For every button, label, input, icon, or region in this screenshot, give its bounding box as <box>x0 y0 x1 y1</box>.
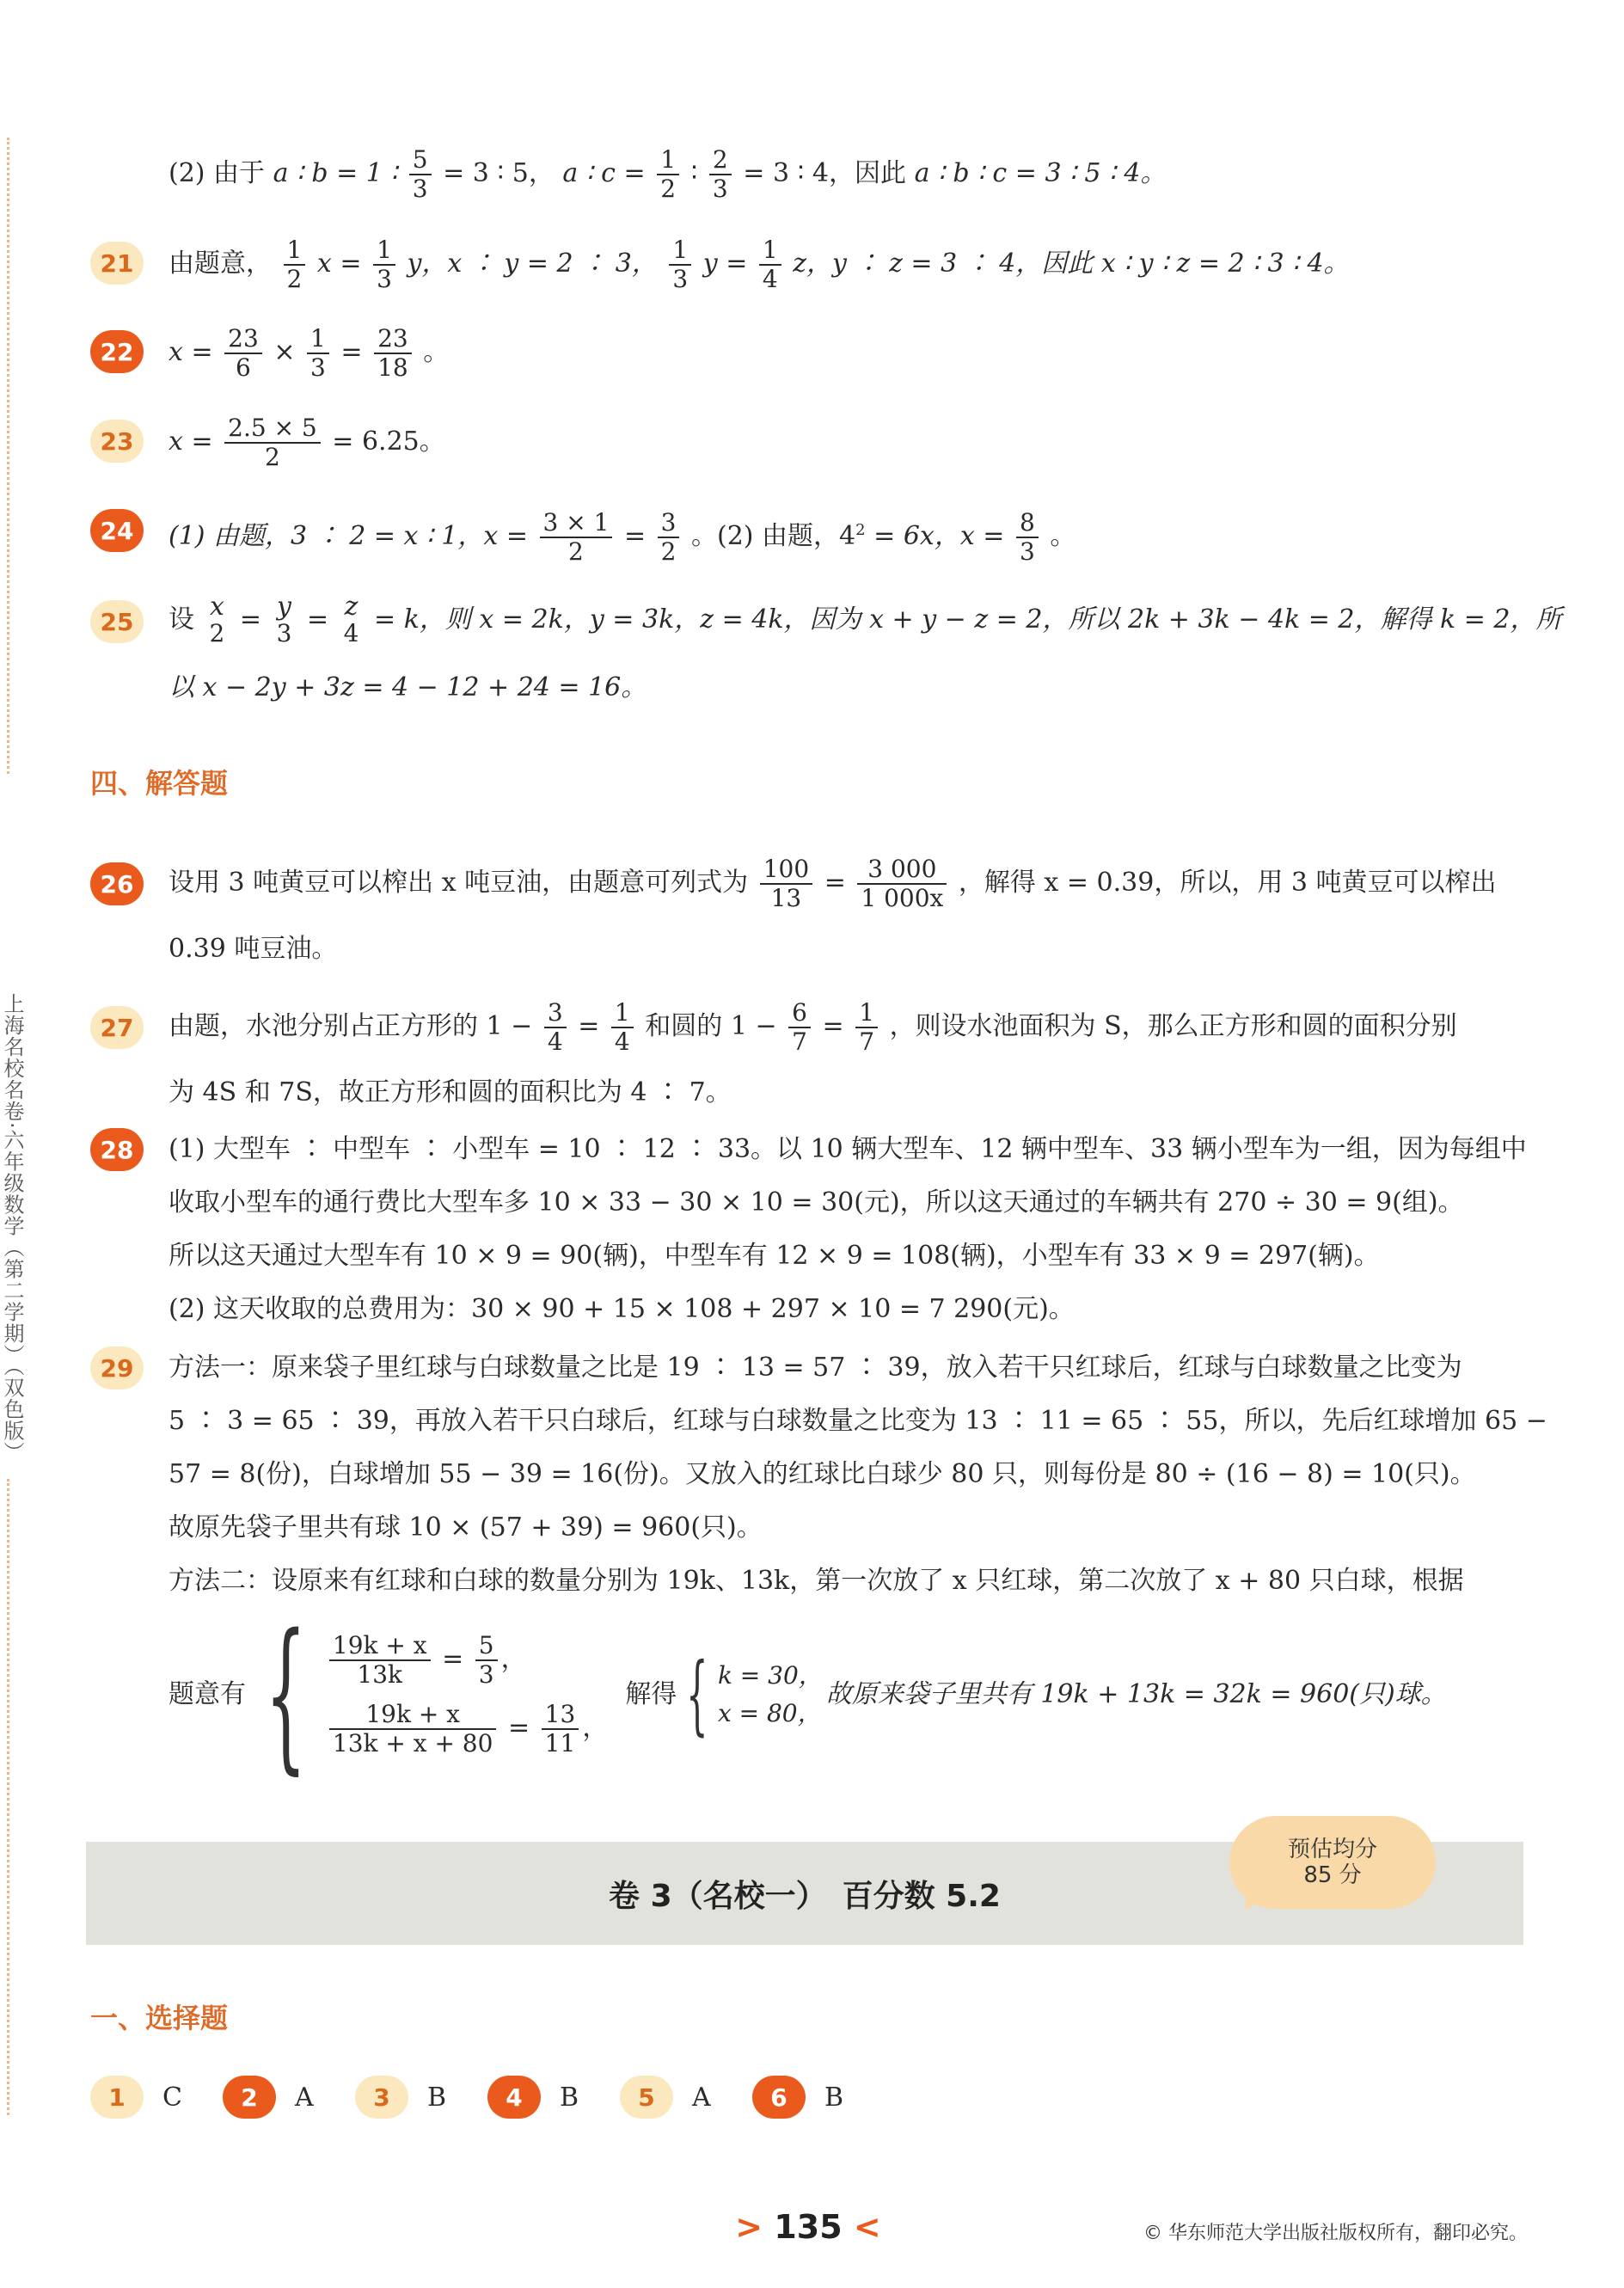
question-number-27: 27 <box>90 1006 144 1049</box>
average-score-bubble: 预估均分 85 分 <box>1229 1816 1436 1909</box>
question-number-23: 23 <box>90 420 144 463</box>
page-number: > 135 < <box>735 2208 881 2246</box>
answer-number: 2 <box>223 2076 276 2119</box>
q24-text: (1) 由题，3 ∶ 2 = x ∶ 1，x = $\frac{3 \times 1}{2}$ = $\frac{3}{2}$ 。(2) 由题，$4^2 = 6x$，x = $\frac{8}{3}$ 。 <box>169 508 1076 566</box>
answer-item <box>223 2076 321 2119</box>
q29-equation-system: 题意有 { $\frac{19k + x}{13k}$ = $\frac{5}{3}$ ， $\frac{19k + x}{13k + x + 80}$ = $\frac{13}{11}$ ， 解得 { k = 30， x = 80， 故原来袋子里共有 19k + 13k = 32k = 960(只)球。 <box>169 1599 1447 1789</box>
choice-answers <box>90 2076 885 2119</box>
q23-text: x = $\frac{2.5 \times 5}{2}$ = 6.25。 <box>169 414 445 471</box>
question-number-25: 25 <box>90 600 144 643</box>
answer-number: 5 <box>620 2076 673 2119</box>
chevron-left-icon: < <box>853 2208 881 2246</box>
question-number-24: 24 <box>90 509 144 552</box>
left-brace: { <box>686 1644 708 1745</box>
margin-dotted-line-top <box>7 138 9 774</box>
answer-letter: A <box>295 2082 314 2113</box>
fraction: $\frac{1}{2}$ <box>657 146 679 203</box>
answer-letter: B <box>427 2082 447 2113</box>
q28-text: (1) 大型车 ∶ 中型车 ∶ 小型车 = 10 ∶ 12 ∶ 33。以 10 辆大型车、12 辆中型车、33 辆小型车为一组，因为每组中 收取小型车的通行费比大型车多 10 × 33 − 30 × 10 = 30(元)，所以这天通过的车辆共有 270 ÷ 30 = 9(组)。 所以这天通过大型车有 10 × 9 = 90(辆)，中型车有 12 × 9 = 108(辆)，小型车有 33 × 9 = 297(辆)。 (2) 这天收取的总费用为：30 × 90 + 15 × 108 + 297 × 10 = 7 290(元)。 <box>169 1134 1527 1324</box>
question-number-22: 22 <box>90 330 144 373</box>
question-number-26: 26 <box>90 862 144 905</box>
answer-number: 3 <box>355 2076 408 2119</box>
answer-item <box>620 2076 718 2119</box>
fraction: $\frac{5}{3}$ <box>409 146 432 203</box>
answer-item <box>752 2076 850 2119</box>
answer-number: 6 <box>752 2076 806 2119</box>
q27-text: 由题，水池分别占正方形的 1 − $\frac{3}{4}$ = $\frac{1}{4}$ 和圆的 1 − $\frac{6}{7}$ = $\frac{1}{7}$ ，则设水池面积为 S，那么正方形和圆的面积分别 为 4S 和 7S，故正方形和圆的面积比为 4 ∶ 7。 <box>169 998 1457 1107</box>
answer-item <box>487 2076 585 2119</box>
copyright-notice: © 华东师范大学出版社版权所有，翻印必究。 <box>1143 2223 1528 2244</box>
q20-part2: (2) 由于 a ∶ b = 1 ∶ $\frac{5}{3}$ = 3 ∶ 5， a ∶ c = $\frac{1}{2}$ ∶ $\frac{2}{3}$ = 3 ∶ 4，因此 a ∶ b ∶ c = 3 ∶ 5 ∶ 4。 <box>169 145 1167 203</box>
margin-dotted-line-bottom <box>7 1479 9 2115</box>
answer-number: 1 <box>90 2076 144 2119</box>
answer-number: 4 <box>487 2076 541 2119</box>
q21-text: 由题意， $\frac{1}{2}$ x = $\frac{1}{3}$ y，x ∶ y = 2 ∶ 3， $\frac{1}{3}$ y = $\frac{1}{4}$ z，y ∶ z = 3 ∶ 4，因此 x ∶ y ∶ z = 2 ∶ 3 ∶ 4。 <box>169 236 1350 293</box>
q22-text: x = $\frac{23}{6}$ × $\frac{1}{3}$ = $\frac{23}{18}$ 。 <box>169 324 450 382</box>
section-heading-multiple-choice: 一、选择题 <box>90 2002 229 2034</box>
answer-letter: A <box>692 2082 711 2113</box>
question-number-21: 21 <box>90 242 144 285</box>
q25-text: 设 x 2 = y 3 = z 4 = k，则 x = 2k，y = 3k，z = 4k，因为 x + y − z = 2，所以 2k + 3k − 4k = 2，解得 k = 2，所 以 x − 2y + 3z = 4 − 12 + 24 = 16。 <box>169 592 1562 702</box>
question-number-29: 29 <box>90 1346 144 1389</box>
banner-title: 卷 3（名校一） 百分数 5.2 <box>609 1878 1001 1914</box>
fraction: $\frac{2}{3}$ <box>709 146 732 203</box>
side-book-title: 上海名校名卷·六年级数学（第二学期）（双色版） <box>0 993 24 1463</box>
section-heading-answer-questions: 四、解答题 <box>90 767 229 800</box>
answer-letter: C <box>162 2082 182 2113</box>
question-number-28: 28 <box>90 1128 144 1171</box>
chevron-right-icon: > <box>735 2208 763 2246</box>
left-brace: { <box>265 1599 307 1789</box>
q29-text: 方法一：原来袋子里红球与白球数量之比是 19 ∶ 13 = 57 ∶ 39，放入若干只红球后，红球与白球数量之比变为 5 ∶ 3 = 65 ∶ 39，再放入若干只白球后，红球与白球数量之比变为 13 ∶ 11 = 65 ∶ 55，所以，先后红球增加 65 − 57 = 8(份)，白球增加 55 − 39 = 16(份)。又放入的红球比白球少 80 只，则每份是 80 ÷ (16 − 8) = 10(只)。 故原先袋子里共有球 10 × (57 + 39) = 960(只)。 方法二：设原来有红球和白球的数量分别为 19k、13k，第一次放了 x 只红球，第二次放了 x + 80 只白球，根据 题意有 { $\frac{19k + x}{13k}$ = $\frac{5}{3}$ ， $\frac{19k + x}{13k + x + 80}$ = $\frac{13}{11}$ ， 解得 { k = 30， x = 80， 故原来袋子里共有 19k + 13k = 32k = 960(只)球。 <box>169 1353 1547 1789</box>
answer-letter: B <box>824 2082 844 2113</box>
answer-item <box>355 2076 453 2119</box>
answer-letter: B <box>560 2082 579 2113</box>
answer-item <box>90 2076 188 2119</box>
q26-text: 设用 3 吨黄豆可以榨出 x 吨豆油，由题意可列式为 $\frac{100}{13}$ = $\frac{3 000}{1 000x}$ ，解得 x = 0.39，所以，用 3 吨黄豆可以榨出 0.39 吨豆油。 <box>169 855 1497 964</box>
